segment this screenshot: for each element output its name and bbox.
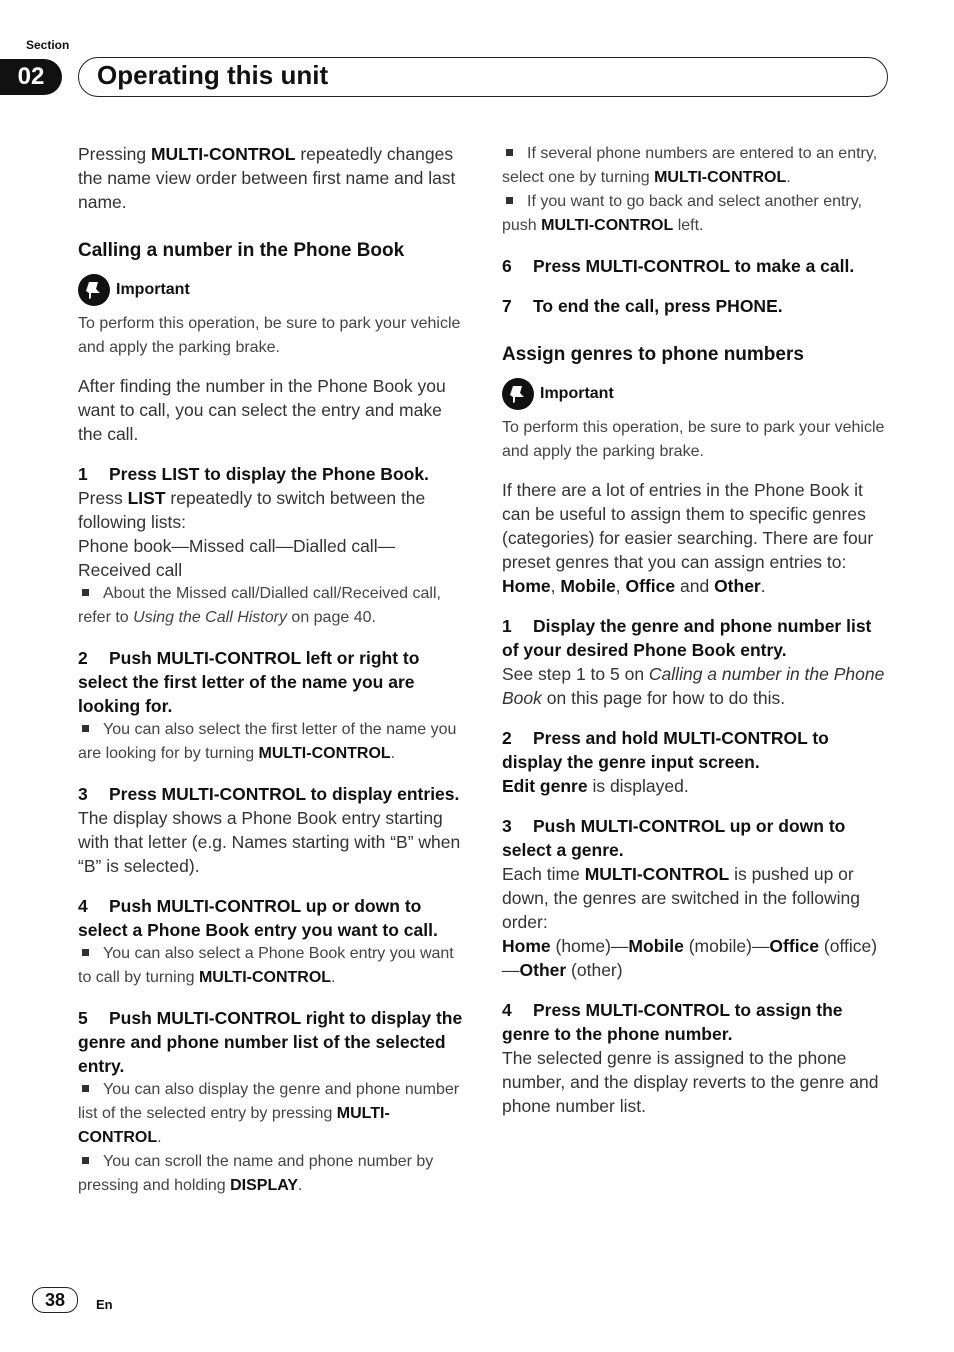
genre-step-2-heading: 2 Press and hold MULTI-CONTROL to display the genre input screen.: [502, 728, 829, 772]
important-pin-icon: [502, 378, 534, 410]
genre-step-3-heading: 3 Push MULTI-CONTROL up or down to select a genre.: [502, 816, 846, 860]
page-title: Operating this unit: [97, 60, 329, 90]
section-heading-calling: Calling a number in the Phone Book: [78, 240, 405, 261]
important-text: To perform this operation, be sure to park your vehicle and apply the parking brake.: [78, 315, 461, 356]
intro-paragraph: Pressing MULTI-CONTROL repeatedly changes the name view order between first name and last name.: [78, 144, 456, 212]
important-notice: [78, 274, 466, 306]
step-1-heading: 1 Press LIST to display the Phone Book.: [78, 464, 429, 484]
step-1-note: About the Missed call/Dialled call/Received call, refer to Using the Call History on page 40.: [78, 585, 441, 626]
bullet-square-icon: [506, 149, 513, 156]
bullet-square-icon: [82, 1085, 89, 1092]
note-go-back: If you want to go back and select another entry, push MULTI-CONTROL left.: [502, 193, 863, 234]
language-code: En: [96, 1297, 113, 1312]
bullet-square-icon: [82, 1157, 89, 1164]
step-5-note-2: You can scroll the name and phone number by pressing and holding DISPLAY.: [78, 1153, 434, 1194]
genre-step-1-text: See step 1 to 5 on Calling a number in the Phone Book on this page for how to do this.: [502, 664, 885, 708]
step-4-note: You can also select a Phone Book entry you want to call by turning MULTI-CONTROL.: [78, 945, 454, 986]
bullet-square-icon: [82, 949, 89, 956]
important-label: Important: [116, 281, 190, 298]
section-heading-genres: Assign genres to phone numbers: [502, 344, 804, 365]
paragraph: After finding the number in the Phone Book you want to call, you can select the entry and make the call.: [78, 376, 446, 444]
bullet-square-icon: [506, 197, 513, 204]
step-7-heading: 7 To end the call, press PHONE.: [502, 296, 783, 316]
genres-paragraph: If there are a lot of entries in the Phone Book it can be useful to assign them to specific genres (categories) for easier searching. There are four preset genres that you can assign entries to: Home, Mobile, Office and Other.: [502, 480, 874, 596]
important-label: Important: [540, 385, 614, 402]
genre-step-4-heading: 4 Press MULTI-CONTROL to assign the genre to the phone number.: [502, 1000, 843, 1044]
genre-order: Home (home)—Mobile (mobile)—Office (office)—Other (other): [502, 936, 878, 980]
step-3-text: The display shows a Phone Book entry starting with that letter (e.g. Names starting with “B” when “B” is selected).: [78, 808, 461, 876]
left-column: [78, 142, 466, 1198]
step-2-note: You can also select the first letter of the name you are looking for by turning MULTI-CONTROL.: [78, 721, 457, 762]
step-1-list: Phone book—Missed call—Dialled call—Received call: [78, 536, 396, 580]
step-3-heading: 3 Press MULTI-CONTROL to display entries.: [78, 784, 460, 804]
page-number: 38: [32, 1287, 78, 1313]
bullet-square-icon: [82, 725, 89, 732]
step-1-text: Press LIST repeatedly to switch between the following lists:: [78, 488, 426, 532]
important-pin-icon: [78, 274, 110, 306]
note-several-numbers: If several phone numbers are entered to an entry, select one by turning MULTI-CONTROL.: [502, 145, 878, 186]
step-4-heading: 4 Push MULTI-CONTROL up or down to select a Phone Book entry you want to call.: [78, 896, 438, 940]
genre-step-2-text: Edit genre is displayed.: [502, 776, 689, 796]
title-box: [78, 57, 888, 97]
step-5-heading: 5 Push MULTI-CONTROL right to display the genre and phone number list of the selected entry.: [78, 1008, 463, 1076]
right-column: [502, 142, 890, 1118]
genre-step-3-text: Each time MULTI-CONTROL is pushed up or down, the genres are switched in the following order:: [502, 864, 860, 932]
genre-step-1-heading: 1 Display the genre and phone number list of your desired Phone Book entry.: [502, 616, 872, 660]
genre-step-4-text: The selected genre is assigned to the phone number, and the display reverts to the genre and phone number list.: [502, 1048, 879, 1116]
section-label: Section: [26, 38, 70, 52]
important-notice: [502, 378, 890, 410]
section-number-badge: 02: [0, 59, 62, 95]
step-5-note-1: You can also display the genre and phone number list of the selected entry by pressing MULTI-CONTROL.: [78, 1081, 460, 1146]
step-2-heading: 2 Push MULTI-CONTROL left or right to select the first letter of the name you are looking for.: [78, 648, 420, 716]
important-text: To perform this operation, be sure to park your vehicle and apply the parking brake.: [502, 419, 885, 460]
bullet-square-icon: [82, 589, 89, 596]
step-6-heading: 6 Press MULTI-CONTROL to make a call.: [502, 256, 855, 276]
